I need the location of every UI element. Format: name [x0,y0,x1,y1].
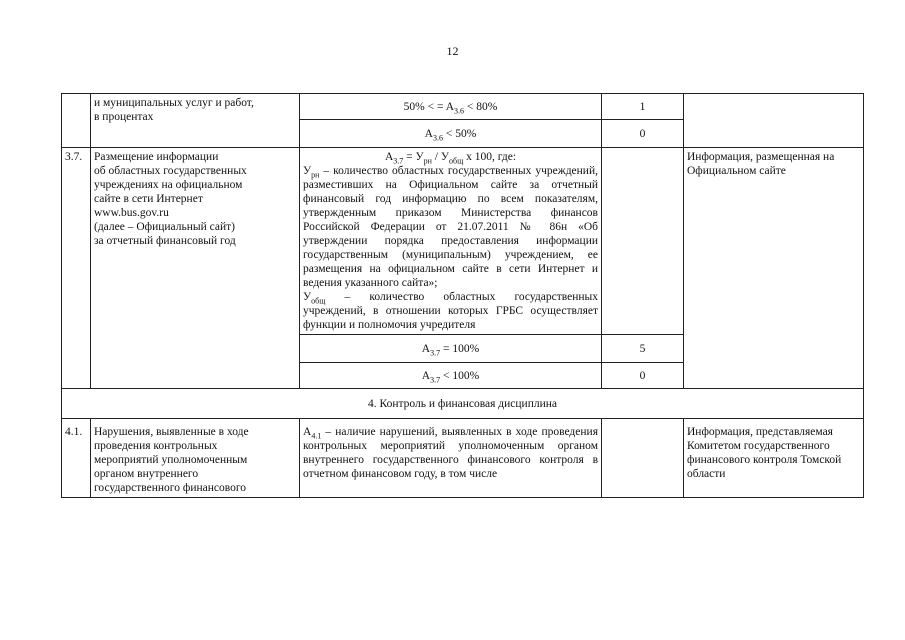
score-cell [602,148,684,335]
formula-cell: $A_{4.1}$ – наличие нарушений, выявленных в ходе проведения контрольных мероприятий уполномоченным органом внутреннего государственного финансового контроля в отчетном финансовом году, в том числе [300,419,602,498]
criterion-cell [91,148,300,389]
criterion-cell [91,419,300,498]
criterion-line: Размещение информации [94,151,219,163]
source-cell [684,94,864,148]
score-cell: 1 [602,94,684,120]
formula-cell: $A_{3.6} < 50\%$ [300,120,602,148]
section-header: 4. Контроль и финансовая дисциплина [62,389,864,419]
formula-definition: $У_{общ}$ – количество областных государственных учреждений, в отношении которых ГРБС осуществляет функции и полномочия учредителя [303,291,598,331]
criteria-table [61,93,864,498]
score-cell [602,419,684,498]
criterion-line: государственного финансового [94,482,247,494]
criterion-line: в процентах [94,111,154,123]
row-number-cell [62,94,91,148]
table-row [62,419,864,498]
formula-cell: $A_{3.7} = 100\%$ [300,335,602,363]
row-number-cell: 4.1. [62,419,91,498]
criterion-line: Нарушения, выявленные в ходе [94,426,249,438]
criterion-line: за отчетный финансовый год [94,235,236,247]
criterion-line: (далее – Официальный сайт) [94,221,236,233]
score-cell: 0 [602,363,684,389]
table-row [62,148,864,335]
formula-cell: $A_{3.7} < 100\%$ [300,363,602,389]
table-row [62,94,864,120]
criterion-line: www.bus.gov.ru [94,207,169,219]
formula-expression: $A_{3.7} = У_{рн} / У_{общ}$ х 100, где: [384,151,517,166]
criterion-line: и муниципальных услуг и работ, [94,97,254,109]
page-number: 12 [446,44,459,58]
criterion-line: органом внутреннего [94,468,199,480]
score-cell: 5 [602,335,684,363]
table-row [62,389,864,419]
criterion-line: мероприятий уполномоченным [94,454,248,466]
criterion-line: учреждениях на официальном [94,179,243,191]
source-cell: Информация, размещенная на Официальном сайте [684,148,864,389]
formula-cell: 50% < = $A_{3.6} < 80\%$ [300,94,602,120]
row-number-cell: 3.7. [62,148,91,389]
criterion-line: сайте в сети Интернет [94,193,203,205]
formula-cell [300,148,602,335]
criterion-cell [91,94,300,148]
score-cell: 0 [602,120,684,148]
criterion-line: проведения контрольных [94,440,218,452]
criterion-line: об областных государственных [94,165,247,177]
formula-definition: $У_{рн}$ – количество областных государственных учреждений, разместивших на Официальном сайте за отчетный финансовый год информацию по всем показателям, утвержденным приказом Министерства финансов Российской Федерации от 21.07.2011 № 86н «Об утверждении порядка предоставления информации государственным (муниципальным) учреждением, ее размещения на официальном сайте в сети Интернет и ведения указанного сайта»; [303,165,598,289]
source-cell: Информация, представляемая Комитетом государственного финансового контроля Томской области [684,419,864,498]
